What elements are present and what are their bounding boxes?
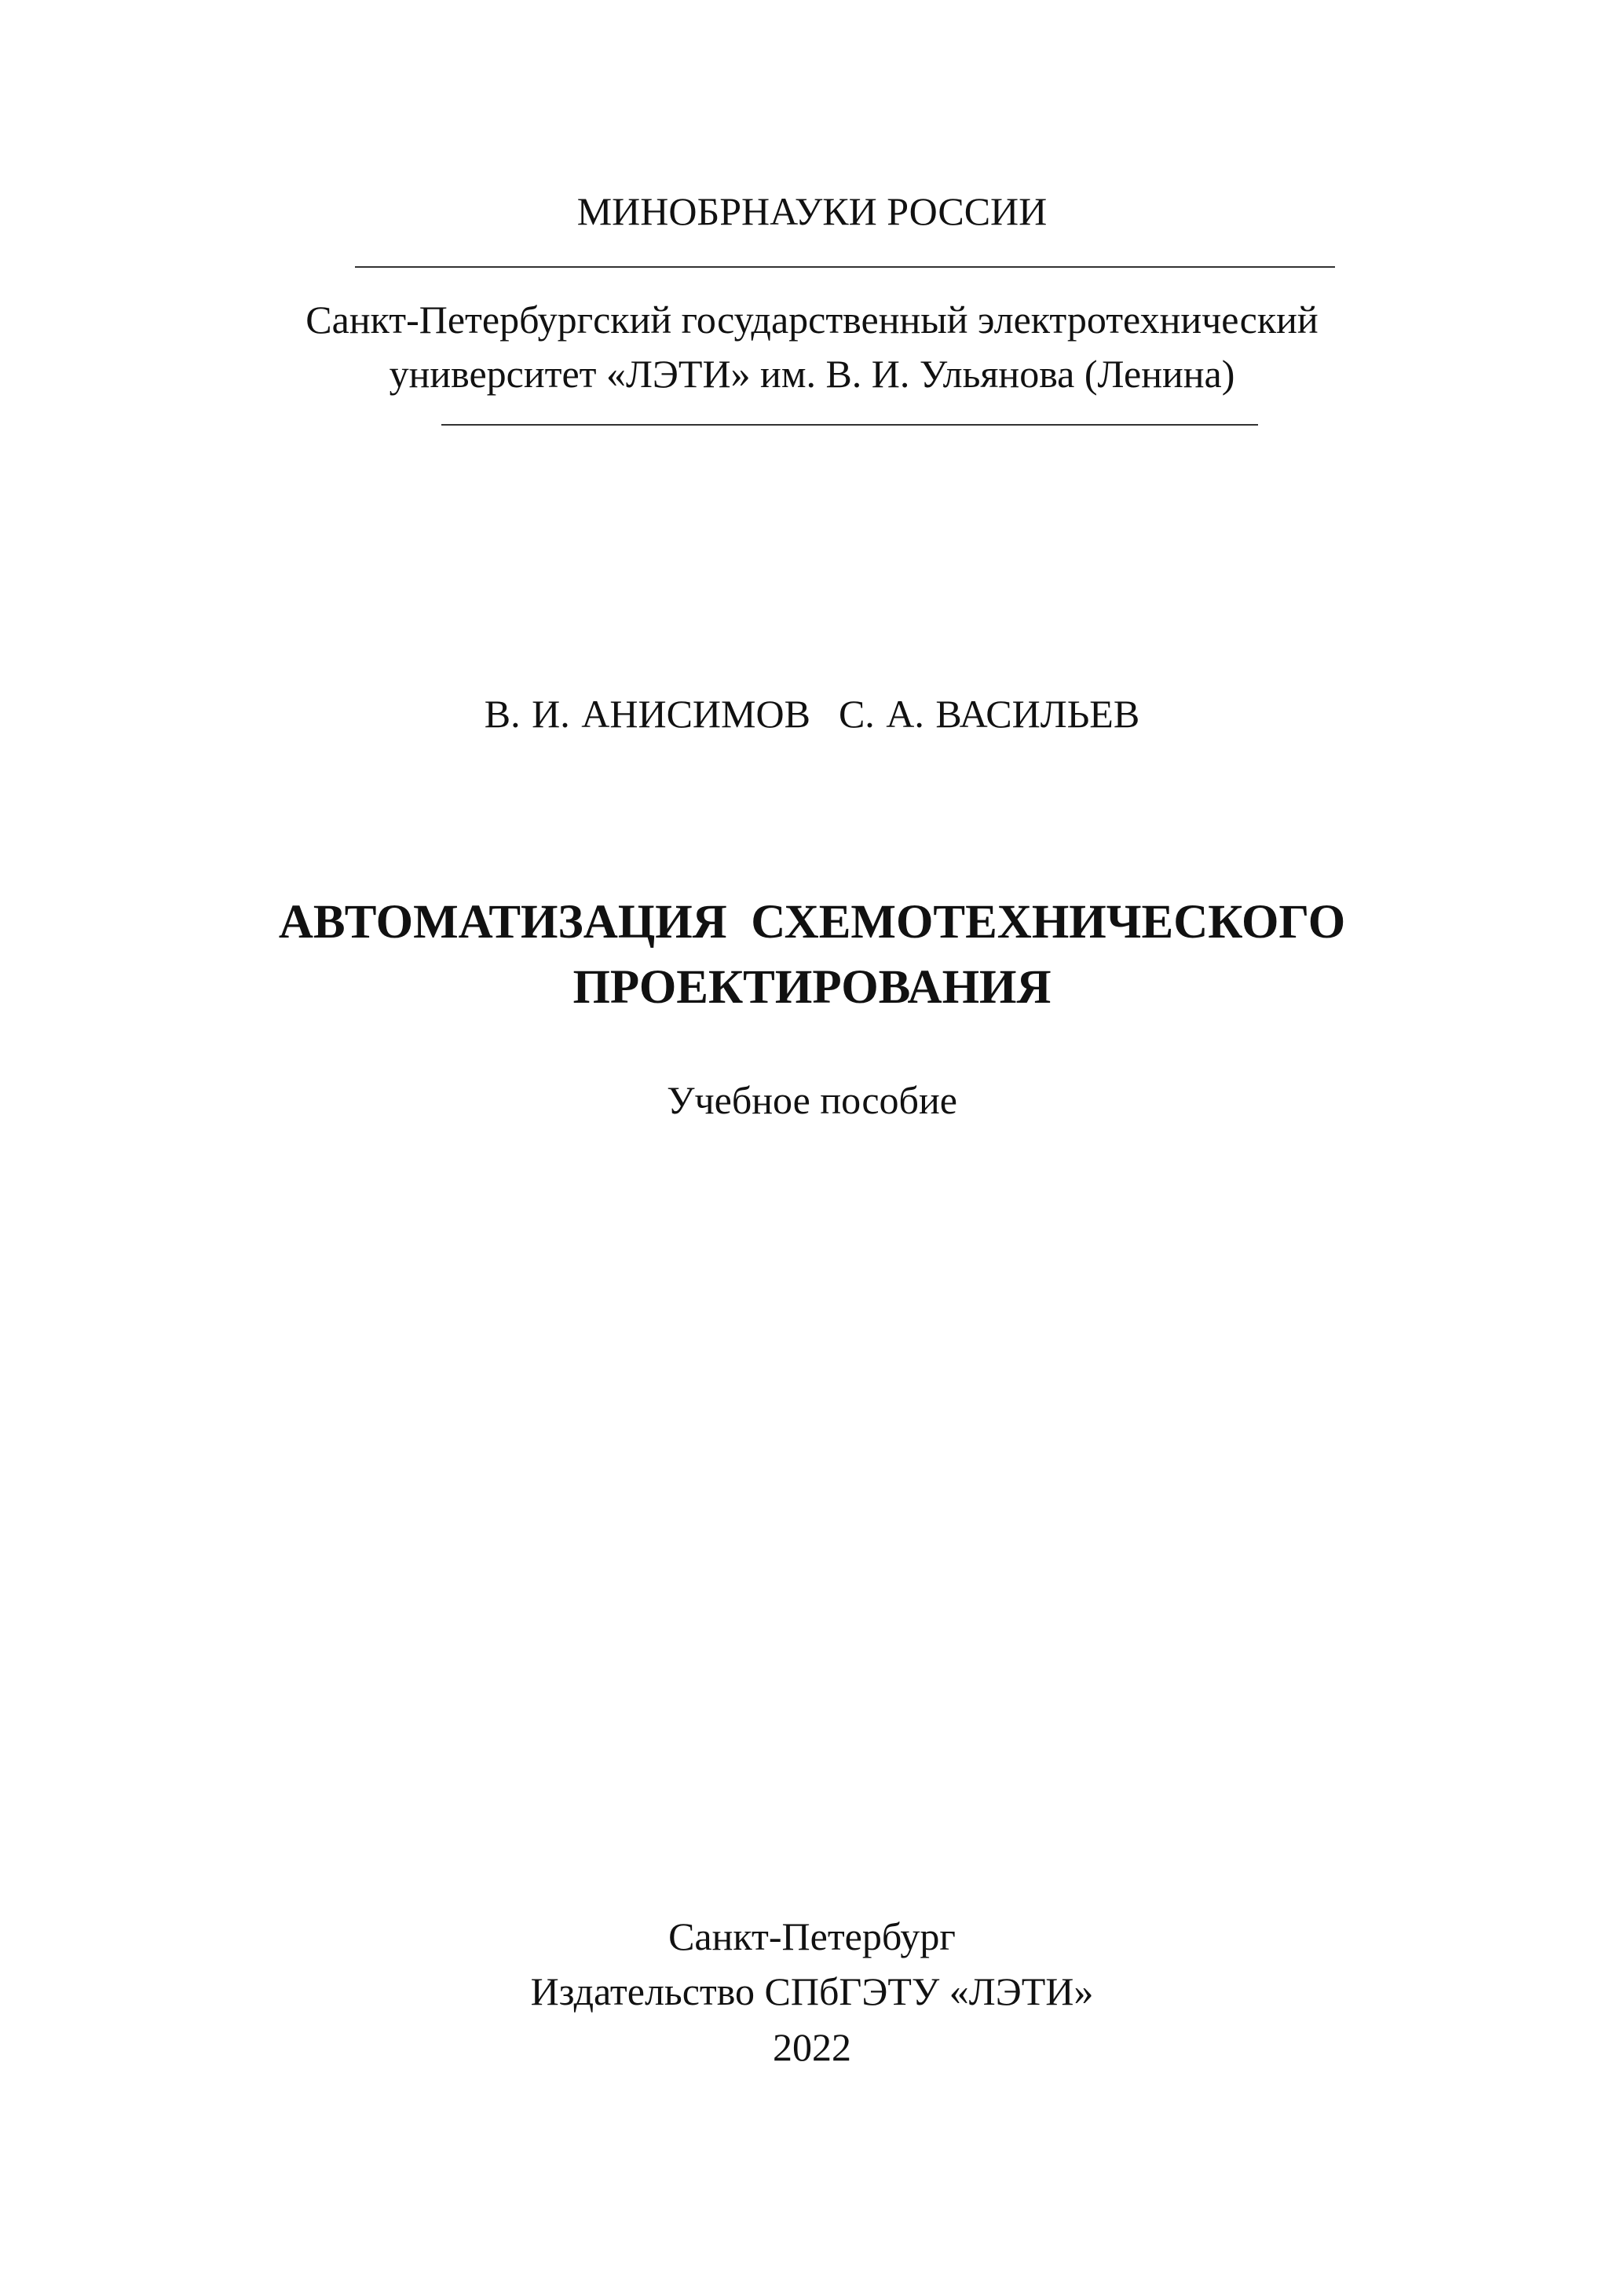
author-1: В. И. АНИСИМОВ xyxy=(484,692,810,736)
university-name-line2: университет «ЛЭТИ» им. В. И. Ульянова (Ленина) xyxy=(389,352,1235,396)
book-title-line1: АВТОМАТИЗАЦИЯ СХЕМОТЕХНИЧЕСКОГО xyxy=(278,896,1346,949)
imprint-publisher: Издательство СПбГЭТУ «ЛЭТИ» xyxy=(530,1969,1094,2013)
book-subtitle: Учебное пособие xyxy=(667,1078,957,1122)
imprint-year: 2022 xyxy=(773,2025,851,2069)
header-divider-bottom xyxy=(441,424,1258,426)
authors xyxy=(0,691,1624,737)
university-name-line1: Санкт-Петербургский государственный электротехнический xyxy=(305,298,1319,342)
ministry-heading: МИНОБРНАУКИ РОССИИ xyxy=(576,189,1048,233)
imprint-city: Санкт-Петербург xyxy=(668,1914,956,1958)
header-divider-top xyxy=(355,266,1335,268)
author-2: С. А. ВАСИЛЬЕВ xyxy=(838,692,1140,736)
book-title-line2: ПРОЕКТИРОВАНИЯ xyxy=(572,961,1052,1014)
